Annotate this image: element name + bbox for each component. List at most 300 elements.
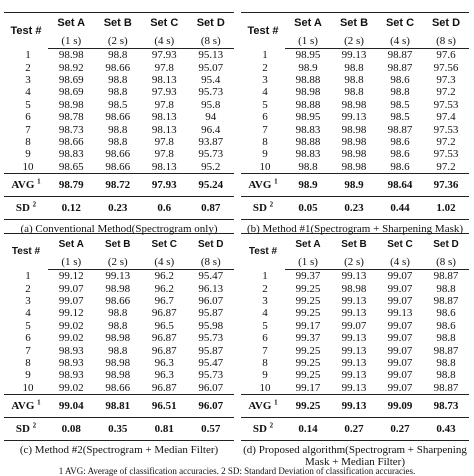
accuracy-cell: 98.5 [108, 98, 128, 111]
test-number-cell: 8 [262, 135, 268, 148]
accuracy-cell: 98.13 [151, 73, 177, 86]
accuracy-cell: 95.07 [198, 61, 224, 74]
sd-label: SD $^2$ [241, 196, 285, 219]
avg-value: 99.13 [331, 394, 377, 417]
accuracy-cell: 98.98 [105, 356, 131, 369]
accuracy-cell: 97.53 [433, 98, 459, 111]
table-panel-b [241, 12, 469, 235]
accuracy-cell: 98.66 [58, 135, 84, 148]
accuracy-cell: 98.6 [390, 73, 410, 86]
table-row [241, 382, 469, 395]
test-number-cell: 3 [25, 294, 31, 307]
sd-value: 0.44 [377, 196, 423, 219]
accuracy-cell: 99.07 [387, 294, 413, 307]
duration-b: (2 s) [331, 254, 377, 270]
accuracy-cell: 98.8 [344, 61, 364, 74]
accuracy-cell: 96.87 [151, 344, 177, 357]
test-number-cell: 3 [25, 73, 31, 86]
table-row [4, 332, 234, 344]
sd-label: SD $^2$ [4, 417, 48, 440]
test-number-cell: 10 [22, 160, 34, 173]
table-caption [241, 444, 469, 468]
duration-a: (1 s) [285, 33, 331, 49]
table-row [4, 344, 234, 356]
test-number-cell: 10 [22, 381, 34, 394]
accuracy-cell: 98.6 [436, 307, 456, 320]
accuracy-cell: 98.6 [436, 319, 456, 332]
accuracy-cell: 95.4 [201, 73, 221, 86]
accuracy-cell: 98.98 [341, 123, 367, 136]
accuracy-cell: 98.69 [58, 86, 84, 99]
accuracy-cell: 98.98 [58, 49, 84, 62]
avg-value: 98.73 [423, 394, 469, 417]
duration-d: (8 s) [423, 254, 469, 270]
duration-d: (8 s) [188, 33, 235, 49]
table-row [241, 74, 469, 86]
test-number-cell: 9 [25, 148, 31, 161]
test-number-cell: 8 [25, 356, 31, 369]
accuracy-cell: 98.83 [295, 148, 321, 161]
accuracy-cell: 97.53 [433, 123, 459, 136]
accuracy-cell: 96.07 [198, 381, 224, 394]
test-number-cell: 5 [25, 98, 31, 111]
table-row [4, 382, 234, 395]
table-row [4, 61, 234, 73]
accuracy-cell: 98.66 [105, 381, 131, 394]
duration-d: (8 s) [188, 254, 235, 270]
accuracy-cell: 99.07 [387, 344, 413, 357]
table-row [4, 161, 234, 174]
footnote: 1 AVG: Average of classification accuracies. 2 SD: Standard Deviation of classification accuracies. [58, 466, 416, 476]
accuracy-cell: 98.5 [390, 98, 410, 111]
set-d-header: Set D [433, 238, 459, 250]
sd-value: 0.23 [95, 196, 142, 219]
accuracy-cell: 98.8 [436, 369, 456, 382]
test-number-header: Test # [10, 24, 42, 37]
table-row [4, 282, 234, 294]
caption-line: Mask + Median Filter) [305, 455, 405, 468]
accuracy-cell: 97.93 [151, 86, 177, 99]
accuracy-cell: 98.93 [58, 344, 84, 357]
sd-value: 0.6 [141, 196, 188, 219]
set-d-header: Set D [431, 17, 461, 29]
avg-row [4, 173, 234, 196]
duration-c: (4 s) [377, 254, 423, 270]
test-number-cell: 5 [262, 319, 268, 332]
table-row [4, 111, 234, 123]
accuracy-cell: 96.87 [151, 332, 177, 345]
set-a-header: Set A [58, 238, 84, 250]
sd-value: 0.35 [95, 417, 142, 440]
accuracy-cell: 97.4 [436, 111, 456, 124]
test-number-cell: 4 [25, 307, 31, 320]
test-number-cell: 2 [25, 61, 31, 74]
test-number-header: Test # [247, 24, 279, 37]
accuracy-cell: 99.13 [105, 270, 131, 283]
accuracy-cell: 98.98 [295, 86, 321, 99]
accuracy-cell: 99.07 [58, 294, 84, 307]
accuracy-cell: 98.8 [108, 73, 128, 86]
header-row [241, 13, 469, 34]
sd-label: SD $^2$ [241, 417, 285, 440]
accuracy-cell: 99.07 [58, 282, 84, 295]
accuracy-cell: 98.87 [387, 123, 413, 136]
accuracy-cell: 97.6 [436, 49, 456, 62]
accuracy-cell: 98.93 [58, 369, 84, 382]
sd-value: 0.08 [48, 417, 95, 440]
accuracy-cell: 96.3 [154, 369, 174, 382]
accuracy-cell: 98.13 [151, 123, 177, 136]
sd-value: 0.43 [423, 417, 469, 440]
accuracy-cell: 98.66 [105, 148, 131, 161]
accuracy-cell: 99.12 [58, 270, 84, 283]
accuracy-cell: 93.87 [198, 135, 224, 148]
table-row [241, 161, 469, 174]
set-b-header: Set B [339, 17, 369, 29]
table-row [241, 282, 469, 294]
accuracy-cell: 99.13 [387, 307, 413, 320]
accuracy-cell: 98.98 [105, 332, 131, 345]
accuracy-cell: 99.25 [295, 369, 321, 382]
test-number-cell: 7 [262, 344, 268, 357]
test-number-cell: 8 [25, 135, 31, 148]
accuracy-cell: 99.13 [341, 307, 367, 320]
accuracy-cell: 99.07 [387, 319, 413, 332]
sd-value: 0.27 [377, 417, 423, 440]
accuracy-cell: 97.2 [436, 135, 456, 148]
accuracy-cell: 99.25 [295, 282, 321, 295]
header-row [4, 13, 234, 34]
accuracy-cell: 95.8 [201, 98, 221, 111]
accuracy-cell: 95.73 [198, 148, 224, 161]
table-row [4, 123, 234, 135]
duration-c: (4 s) [141, 33, 188, 49]
accuracy-cell: 98.13 [151, 111, 177, 124]
accuracy-cell: 98.88 [295, 135, 321, 148]
accuracy-cell: 96.87 [151, 381, 177, 394]
results-table [241, 12, 469, 220]
accuracy-cell: 95.87 [198, 307, 224, 320]
accuracy-cell: 98.6 [390, 160, 410, 173]
test-number-cell: 7 [25, 123, 31, 136]
accuracy-cell: 98.87 [433, 344, 459, 357]
accuracy-cell: 99.37 [295, 332, 321, 345]
test-number-cell: 5 [262, 98, 268, 111]
accuracy-cell: 98.87 [433, 294, 459, 307]
avg-row [4, 394, 234, 417]
accuracy-cell: 98.8 [436, 332, 456, 345]
accuracy-cell: 98.93 [58, 356, 84, 369]
accuracy-cell: 97.8 [154, 135, 174, 148]
accuracy-cell: 98.98 [58, 98, 84, 111]
sd-value: 0.81 [141, 417, 188, 440]
set-c-header: Set C [385, 17, 415, 29]
header-row [4, 234, 234, 255]
accuracy-cell: 98.8 [108, 319, 128, 332]
accuracy-cell: 99.25 [295, 356, 321, 369]
accuracy-cell: 98.98 [341, 160, 367, 173]
avg-value: 99.09 [377, 394, 423, 417]
avg-value: 97.93 [141, 173, 188, 196]
accuracy-cell: 99.13 [341, 294, 367, 307]
duration-b: (2 s) [331, 33, 377, 49]
accuracy-cell: 98.8 [298, 160, 318, 173]
avg-value: 95.24 [188, 173, 235, 196]
accuracy-cell: 98.8 [108, 49, 128, 62]
table-row [241, 369, 469, 381]
avg-value: 98.64 [377, 173, 423, 196]
accuracy-cell: 99.25 [295, 294, 321, 307]
test-number-cell: 7 [25, 344, 31, 357]
test-number-cell: 6 [262, 111, 268, 124]
accuracy-cell: 98.95 [295, 111, 321, 124]
accuracy-cell: 98.78 [58, 111, 84, 124]
sd-value: 0.14 [285, 417, 331, 440]
avg-value: 97.36 [423, 173, 469, 196]
table-row [4, 86, 234, 98]
sd-row [241, 196, 469, 219]
accuracy-cell: 98.8 [108, 307, 128, 320]
accuracy-cell: 96.4 [201, 123, 221, 136]
avg-value: 96.07 [188, 394, 235, 417]
duration-a: (1 s) [285, 254, 331, 270]
set-b-header: Set B [104, 238, 131, 250]
table-row [4, 295, 234, 307]
results-table [4, 233, 234, 441]
accuracy-cell: 99.13 [341, 369, 367, 382]
avg-value: 98.9 [285, 173, 331, 196]
accuracy-cell: 99.07 [387, 356, 413, 369]
accuracy-cell: 98.83 [58, 148, 84, 161]
accuracy-cell: 95.73 [198, 369, 224, 382]
accuracy-cell: 99.07 [387, 270, 413, 283]
accuracy-cell: 98.98 [341, 148, 367, 161]
sd-value: 1.02 [423, 196, 469, 219]
test-number-cell: 10 [259, 381, 271, 394]
accuracy-cell: 97.3 [436, 73, 456, 86]
accuracy-cell: 99.25 [295, 307, 321, 320]
accuracy-cell: 99.07 [387, 381, 413, 394]
table-row [4, 320, 234, 332]
accuracy-cell: 98.8 [344, 86, 364, 99]
accuracy-cell: 99.13 [341, 344, 367, 357]
accuracy-cell: 98.6 [390, 135, 410, 148]
avg-row [241, 173, 469, 196]
accuracy-cell: 99.13 [341, 332, 367, 345]
accuracy-cell: 98.87 [433, 270, 459, 283]
table-row [4, 270, 234, 283]
accuracy-cell: 96.2 [154, 282, 174, 295]
accuracy-cell: 98.83 [295, 123, 321, 136]
table-row [241, 49, 469, 62]
accuracy-cell: 99.13 [341, 49, 367, 62]
sd-value: 0.27 [331, 417, 377, 440]
test-number-cell: 6 [25, 332, 31, 345]
accuracy-cell: 98.98 [341, 282, 367, 295]
avg-value: 98.9 [331, 173, 377, 196]
sd-value: 0.12 [48, 196, 95, 219]
accuracy-cell: 98.88 [295, 73, 321, 86]
table-panel-a [4, 12, 234, 235]
test-number-cell: 1 [262, 48, 268, 61]
accuracy-cell: 99.02 [58, 319, 84, 332]
caption-line: (d) Proposed algorithm(Spectrogram + Sharpening [243, 443, 467, 456]
accuracy-cell: 99.37 [295, 270, 321, 283]
test-number-cell: 4 [25, 86, 31, 99]
accuracy-cell: 99.07 [387, 369, 413, 382]
accuracy-cell: 98.66 [105, 160, 131, 173]
table-row [241, 270, 469, 283]
avg-value: 99.04 [48, 394, 95, 417]
accuracy-cell: 98.8 [436, 356, 456, 369]
sd-row [241, 417, 469, 440]
table-row [4, 357, 234, 369]
test-number-cell: 3 [262, 294, 268, 307]
accuracy-cell: 95.87 [198, 344, 224, 357]
accuracy-cell: 96.5 [154, 319, 174, 332]
accuracy-cell: 95.13 [198, 49, 224, 62]
table-row [4, 148, 234, 160]
accuracy-cell: 99.13 [341, 270, 367, 283]
table-row [241, 61, 469, 73]
accuracy-cell: 99.13 [341, 111, 367, 124]
set-c-header: Set C [151, 238, 178, 250]
avg-value: 98.79 [48, 173, 95, 196]
accuracy-cell: 96.87 [151, 307, 177, 320]
accuracy-cell: 98.8 [344, 73, 364, 86]
accuracy-cell: 97.2 [436, 160, 456, 173]
accuracy-cell: 98.66 [105, 294, 131, 307]
set-c-header: Set C [387, 238, 413, 250]
set-d-header: Set D [196, 17, 225, 29]
accuracy-cell: 99.17 [295, 319, 321, 332]
accuracy-cell: 97.8 [154, 61, 174, 74]
avg-label: AVG $^1$ [4, 394, 48, 417]
sd-row [4, 196, 234, 219]
accuracy-cell: 95.47 [198, 356, 224, 369]
test-number-cell: 3 [262, 73, 268, 86]
sd-value: 0.23 [331, 196, 377, 219]
accuracy-cell: 98.8 [108, 135, 128, 148]
accuracy-cell: 98.9 [298, 61, 318, 74]
table-row [241, 320, 469, 332]
table-row [241, 136, 469, 148]
accuracy-cell: 98.8 [108, 86, 128, 99]
test-number-cell: 9 [262, 148, 268, 161]
table-caption: (c) Method #2(Spectrogram + Median Filter) [19, 443, 219, 456]
avg-value: 99.25 [285, 394, 331, 417]
accuracy-cell: 99.07 [387, 282, 413, 295]
test-number-cell: 1 [25, 269, 31, 282]
duration-d: (8 s) [423, 33, 469, 49]
set-b-header: Set B [103, 17, 132, 29]
test-number-cell: 4 [262, 307, 268, 320]
accuracy-cell: 98.92 [58, 61, 84, 74]
accuracy-cell: 94 [205, 111, 217, 124]
avg-row [241, 394, 469, 417]
table-row [241, 344, 469, 356]
avg-value: 96.51 [141, 394, 188, 417]
accuracy-cell: 98.87 [387, 49, 413, 62]
table-caption: (a) Conventional Method(Spectrogram only) [20, 222, 218, 235]
table-row [241, 123, 469, 135]
test-number-cell: 9 [25, 369, 31, 382]
accuracy-cell: 98.88 [295, 98, 321, 111]
accuracy-cell: 98.98 [105, 282, 131, 295]
accuracy-cell: 99.25 [295, 344, 321, 357]
accuracy-cell: 98.66 [105, 111, 131, 124]
table-row [241, 332, 469, 344]
accuracy-cell: 98.87 [387, 61, 413, 74]
table-row [241, 148, 469, 160]
avg-label: AVG $^1$ [241, 394, 285, 417]
accuracy-cell: 95.2 [201, 160, 221, 173]
accuracy-cell: 95.98 [198, 319, 224, 332]
accuracy-cell: 96.07 [198, 294, 224, 307]
results-table [4, 12, 234, 220]
accuracy-cell: 99.13 [341, 381, 367, 394]
test-number-cell: 2 [25, 282, 31, 295]
test-number-cell: 6 [25, 111, 31, 124]
duration-b: (2 s) [95, 254, 142, 270]
test-number-cell: 9 [262, 369, 268, 382]
test-number-header: Test # [248, 246, 278, 258]
table-caption: (b) Method #1(Spectrogram + Sharpening Mask) [246, 222, 464, 235]
accuracy-cell: 98.98 [105, 369, 131, 382]
set-b-header: Set B [341, 238, 367, 250]
accuracy-cell: 98.8 [390, 86, 410, 99]
avg-label: AVG $^1$ [4, 173, 48, 196]
avg-value: 98.72 [95, 173, 142, 196]
table-row [4, 49, 234, 62]
avg-value: 98.81 [95, 394, 142, 417]
test-number-cell: 10 [259, 160, 271, 173]
accuracy-cell: 96.13 [198, 282, 224, 295]
set-a-header: Set A [295, 238, 321, 250]
table-row [4, 74, 234, 86]
accuracy-cell: 95.73 [198, 332, 224, 345]
test-number-cell: 1 [262, 269, 268, 282]
test-number-cell: 6 [262, 332, 268, 345]
sd-label: SD $^2$ [4, 196, 48, 219]
accuracy-cell: 99.17 [295, 381, 321, 394]
accuracy-cell: 98.6 [390, 148, 410, 161]
sd-row [4, 417, 234, 440]
table-row [4, 99, 234, 111]
accuracy-cell: 97.8 [154, 98, 174, 111]
header-row [241, 234, 469, 255]
accuracy-cell: 99.12 [58, 307, 84, 320]
table-row [4, 136, 234, 148]
table-panel-d [241, 233, 469, 468]
table-row [241, 111, 469, 123]
accuracy-cell: 99.07 [387, 332, 413, 345]
duration-a: (1 s) [48, 33, 95, 49]
avg-label: AVG $^1$ [241, 173, 285, 196]
accuracy-cell: 99.07 [341, 319, 367, 332]
table-panel-c [4, 233, 234, 456]
accuracy-cell: 98.98 [341, 98, 367, 111]
table-row [4, 369, 234, 381]
accuracy-cell: 98.8 [436, 282, 456, 295]
accuracy-cell: 98.87 [433, 381, 459, 394]
accuracy-cell: 95.73 [198, 86, 224, 99]
accuracy-cell: 99.13 [341, 356, 367, 369]
accuracy-cell: 97.8 [154, 148, 174, 161]
test-number-cell: 1 [25, 48, 31, 61]
set-a-header: Set A [294, 17, 322, 29]
set-d-header: Set D [197, 238, 224, 250]
